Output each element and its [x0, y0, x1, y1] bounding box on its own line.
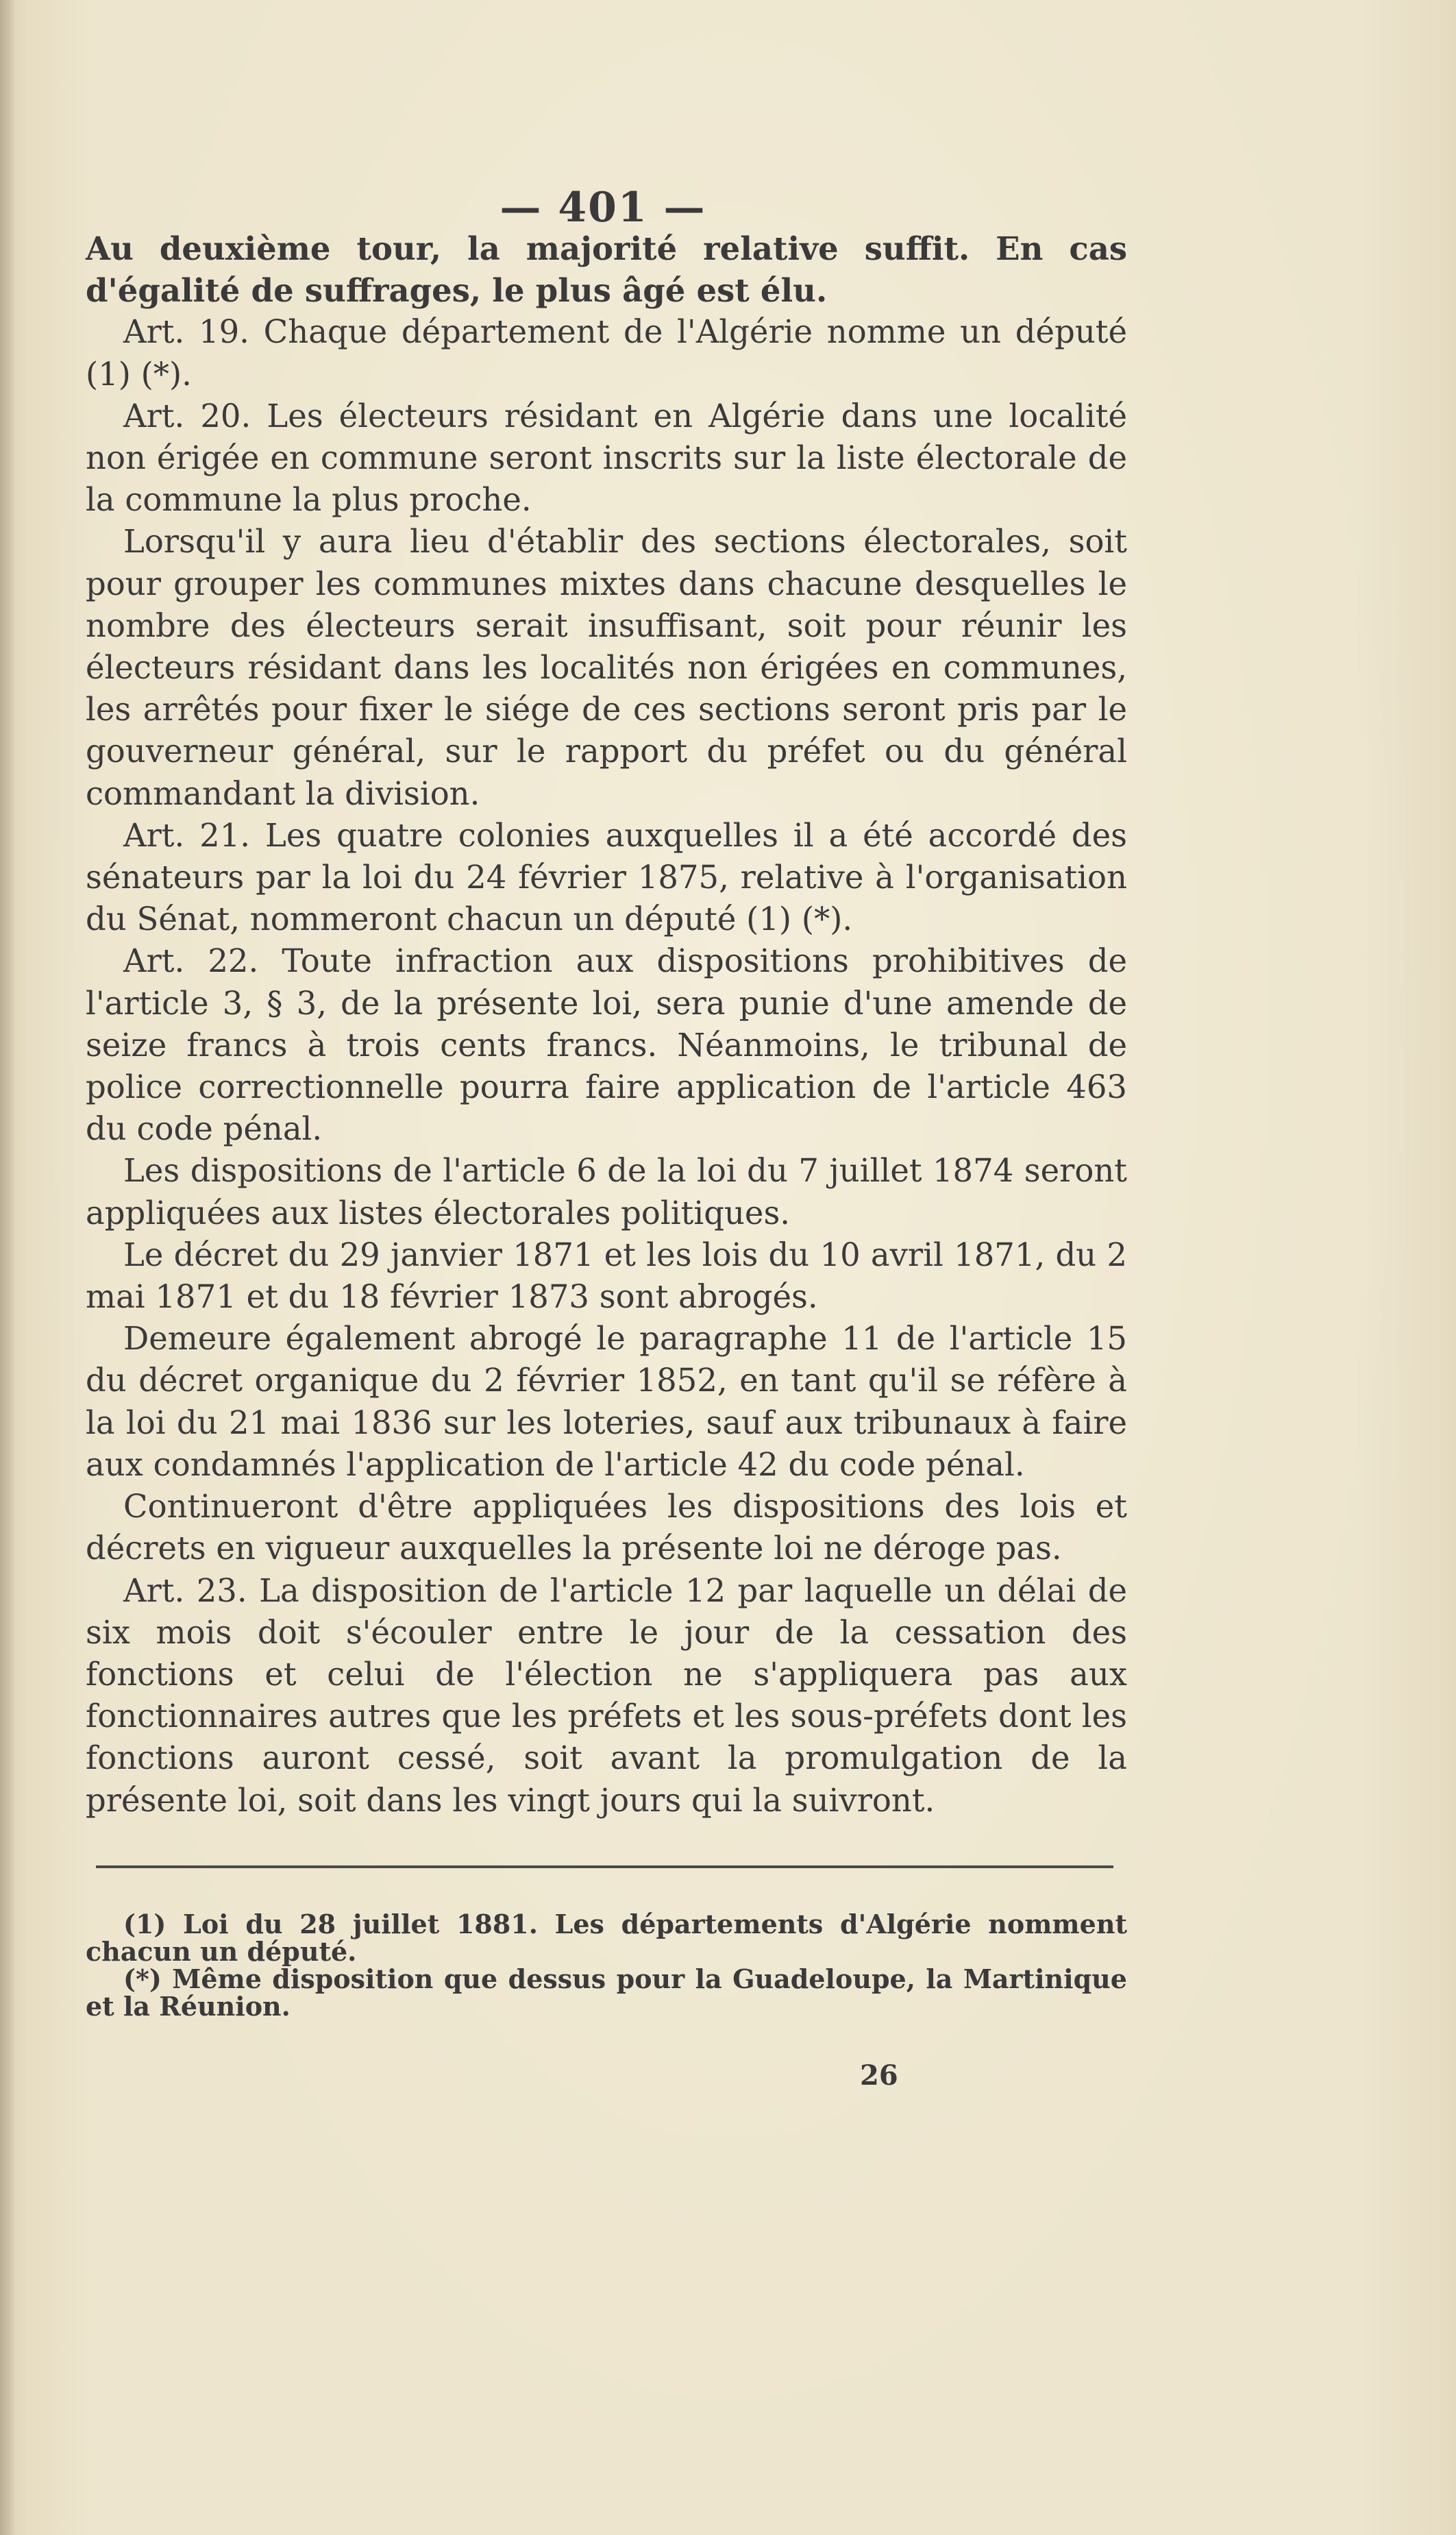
- signature-mark: 26: [860, 2059, 898, 2092]
- paragraph-article-19: Art. 19. Chaque département de l'Algérie nomme un député (1) (*).: [86, 313, 1127, 393]
- footnotes: [86, 1911, 1127, 2020]
- body-text: [86, 228, 1127, 1822]
- paragraph-abrogations: Le décret du 29 janvier 1871 et les lois du 10 avril 1871, du 2 mai 1871 et du 18 février 1873 sont abrogés.: [86, 1236, 1127, 1316]
- paragraph-end-of-article-18: Au deuxième tour, la majorité relative suffit. En cas d'égalité de suffrages, le plus âgé est élu.: [86, 230, 1127, 310]
- binding-shadow: [0, 0, 15, 2535]
- footnote-divider: [96, 1865, 1113, 1868]
- footnote-1: (1) Loi du 28 juillet 1881. Les départements d'Algérie nomment chacun un député.: [86, 1909, 1127, 1967]
- paragraph-article-23: Art. 23. La disposition de l'article 12 par laquelle un délai de six mois doit s'écouler entre le jour de la cessation des fonctions et celui de l'élection ne s'appliquera pas aux fonctionnaires autres que les préfets et les sous-préfets dont les fonctions auront cessé, soit avant la promulgation de la présente loi, soit dans les vingt jours qui la suivront.: [86, 1571, 1127, 1819]
- paragraph-article-21: Art. 21. Les quatre colonies auxquelles il a été accordé des sénateurs par la loi du 24 février 1875, relative à l'organisation du Sénat, nommeront chacun un député (1) (*).: [86, 816, 1127, 938]
- footnote-asterisk: (*) Même disposition que dessus pour la Guadeloupe, la Martinique et la Réunion.: [86, 1963, 1127, 2022]
- paragraph-decree-1852: Demeure également abrogé le paragraphe 11 de l'article 15 du décret organique du 2 février 1852, en tant qu'il se réfère à la loi du 21 mai 1836 sur les loteries, sauf aux tribunaux à faire aux condamnés l'application de l'article 42 du code pénal.: [86, 1320, 1127, 1483]
- paragraph-law-1874: Les dispositions de l'article 6 de la loi du 7 juillet 1874 seront appliquées aux listes électorales politiques.: [86, 1152, 1127, 1232]
- paragraph-article-22: Art. 22. Toute infraction aux dispositions prohibitives de l'article 3, § 3, de la présente loi, sera punie d'une amende de seize francs à trois cents francs. Néanmoins, le tribunal de police correctionnelle pourra faire application de l'article 463 du code pénal.: [86, 942, 1127, 1148]
- paragraph-article-20: Art. 20. Les électeurs résidant en Algérie dans une localité non érigée en commune seront inscrits sur la liste électorale de la commune la plus proche.: [86, 397, 1127, 519]
- paragraph-continued-dispositions: Continueront d'être appliquées les dispositions des lois et décrets en vigueur auxquelles la présente loi ne déroge pas.: [86, 1488, 1127, 1567]
- page-number: — 401 —: [499, 184, 706, 232]
- paragraph-electoral-sections: Lorsqu'il y aura lieu d'établir des sections électorales, soit pour grouper les communes mixtes dans chacune desquelles le nombre des électeurs serait insuffisant, soit pour réunir les électeurs résidant dans les localités non érigées en communes, les arrêtés pour fixer le siége de ces sections seront pris par le gouverneur général, sur le rapport du préfet ou du général commandant la division.: [86, 523, 1127, 812]
